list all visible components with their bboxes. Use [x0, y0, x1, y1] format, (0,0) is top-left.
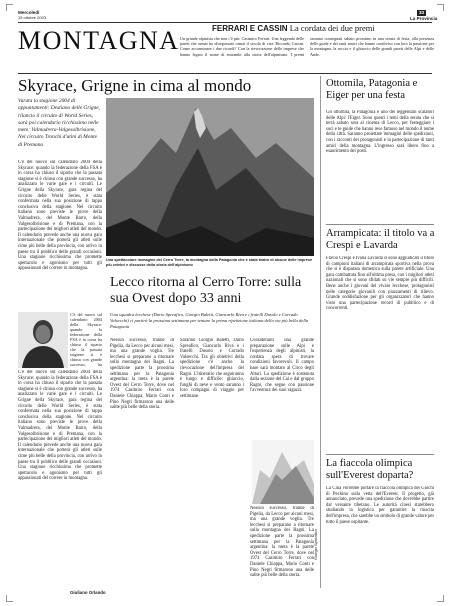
right-story-2-headline: Arrampicata: il titolo va a Crespi e Lavarda	[326, 228, 435, 251]
crop-mark-tr	[437, 4, 444, 11]
vertical-byline: Giorgio Spreafico	[313, 529, 318, 560]
right-story-3-headline: La fiaccola olimpica sull'Everest doparta?	[326, 458, 414, 481]
right-column-rule	[320, 76, 321, 588]
crop-mark-tl	[6, 4, 13, 11]
header-page-number: 33	[419, 10, 425, 15]
main-story-body: C'è del nuovo sul calendario 2004 della Skyrace: quando la federazione della FSA è in corsa ha chiuso il sipario che la passata stagione si è chiusa con grande successo, ha analizzato le varie gare e i circuiti. Le Grigne della Skyrace, gara regina del circuito delle World Series, è stata confermata nella sua posizione di tappa conclusiva della stagione. Nel circuito italiano sono previste le prove della Valmadrera, del Monte Barro, della Valgesolbrisione e di Premana, con la partecipazione dei migliori atleti del mondo. Il calendario prevede anche una nuova gara internazionale che porterà gli atleti sulle cime più belle della provincia, con arrivo in paese tra il pubblico delle grandi occasioni. Una stagione ricchissima che promette spettacolo e agonismo per tutti gli appassionati del correre in montagna.	[18, 160, 102, 272]
header-day: Mercoledì	[18, 10, 40, 15]
cerro-story-col3b: Nessun successo, tranne di Pigelia, da Lecco per alcuni mesi, ma una grande voglia. Tre lecchesi si preparano a ritornare sulla montagna dei Ragni. La spedizione parte la prossima settimana per la Patagonia argentina: la meta è la parete Ovest del Cerro Torre, dove nel 1974 Casimiro Ferrari con Daniele Chiappa, Mario Conti e Pino Negri firmarono una delle salite più belle della storia.	[250, 506, 314, 579]
main-story-headline: Skyrace, Grigne in cima al mondo	[18, 76, 252, 95]
portrait-photo	[18, 312, 68, 368]
cerro-story-col1: Nessun successo, tranne di Pigelia, da Lecco per alcuni mesi, ma una grande voglia. Tre lecchesi si preparano a ritornare sulla montagna dei Ragni. La spedizione parte la prossima settimana per la Patagonia argentina: la meta è la parete Ovest del Cerro Torre, dove nel 1974 Casimiro Ferrari con Daniele Chiappa, Mario Conti e Pino Negri firmarono una delle salite più belle della storia.	[110, 338, 174, 411]
mountain-photo-graphic	[106, 98, 314, 256]
top-story-headline	[212, 24, 434, 33]
main-story-deck: Varata la stagione 2004 di appuntamenti: Destiano delle Grigne, rilancio il circuito di World Series, sarà poi calendario ricchissimo nelle mete: Valmadrera-Valgesolbrisione, Nel circuito Tronchi d'utini di Monte di Premana	[18, 98, 101, 148]
cerro-story-headline: Lecco ritorna al Cerro Torre: sulla sua Ovest dopo 33 anni	[110, 275, 302, 306]
cerro-story-deck: Una squadra lecchese (Dario Spreafico, Giorgio Baletti, Giancarlo Riva e i fratelli Dusolo e Corrado Valsecchi) ci partirà la prossima settimana per tentare la prima ripetizione italiana della via più bella della Patagonia	[110, 312, 309, 329]
header-date: 15 ottobre 2003	[18, 15, 47, 20]
right-story-1-body: Gli ottomila, la Patagonia e uno dei leggendari scalatori delle Alpi: l'Eiger. Sono questi i temi della serata che si terrà sabato sera al cinema di Lecco, per festeggiare i soci e le guide che hanno reso famoso nel mondo il nome della città. Saranno proiettate immagini delle spedizioni, con i racconti dei protagonisti e la partecipazione di tanti amici della montagna. L'ingresso sarà libero fino a esaurimento dei posti.	[326, 110, 434, 155]
main-story-body-3: C'è del nuovo sul calendario 2004 della Skyrace: quando la federazione della FSA è in corsa ha chiuso il sipario che la passata stagione si è chiusa con grande successo, ha analizzato le varie gare e i circuiti. Le Grigne della Skyrace, gara regina del circuito delle World Series, è stata confermata nella sua posizione di tappa conclusiva della stagione. Nel circuito italiano sono previste le prove della Valmadrera, del Monte Barro, della Valgesolbrisione e di Premana, con la partecipazione dei migliori atleti del mondo. Il calendario prevede anche una nuova gara internazionale che porterà gli atleti sulle cime più belle della provincia, con arrivo in paese tra il pubblico delle grandi occasioni. Una stagione ricchissima che promette spettacolo e agonismo per tutti gli appassionati del correre in montagna.	[18, 370, 102, 482]
crop-mark-br	[437, 595, 444, 602]
right-story-2-body: Flavio Crespi e Ivana Lavarda si sono aggiudicati il titolo di campioni italiani di arrampicata sportiva nella prova che si è disputata domenica sulla parete artificiale. Una gara combattuta fino all'ultima presa, con i migliori atleti nazionali che si sono sfidati su vie sempre più difficili. Bene anche i giovani del vivaio lecchese, protagonisti nelle categorie giovanili con piazzamenti di rilievo. Grande soddisfazione per gli organizzatori che hanno visto una partecipazione record di pubblico e di concorrenti.	[326, 256, 434, 312]
lead-photo	[106, 98, 314, 256]
main-story-body-2: C'è del nuovo sul calendario 2004 della Skyrace: quando la federazione della FSA è in corsa ha chiuso il sipario che la passata stagione si è chiusa con grande successo, ha	[70, 312, 102, 367]
top-story-headline-right: La cordata dei due premi	[289, 23, 375, 33]
crop-mark-bl	[6, 595, 13, 602]
byline-left: Giuliano Orlando	[70, 590, 106, 595]
top-story-headline-left: FERRARI E CASSIN	[212, 24, 288, 33]
right-divider-1	[326, 224, 434, 225]
top-story-body: Un grande alpinista che non c'è più: Casimiro Ferrari. Una leggenda delle pareti che ormai ha oltrepassato ormai il secolo di vita: Riccardo Cassin. Come accomunare i due ricordi? Con la rievocazione delle imprese che hanno legato il nome di entrambi alla storia dell'alpinismo. I premi saranno consegnati sabato prossimo in una serata di festa, alla presenza delle guide e dei tanti amici che hanno condiviso con loro la passione per la montagna, la roccia e il ghiaccio delle grandi pareti delle Alpi e delle Ande.	[180, 36, 434, 57]
section-title: MONTAGNA	[18, 26, 180, 55]
section-rule	[18, 73, 432, 74]
lead-photo-caption: Una spettacolare immagine del Cerro Torre, la montagna della Patagonia che è stata teatro di alcune delle imprese più celebri e discusse della storia dell'alpinismo	[106, 258, 313, 267]
cerro-story-col2: Saranno Giorgio Baletti, Dario Spreafico, Giancarlo Riva e i fratelli Dusolo e Corrado Valsecchi. Tra gli obiettivi della spedizione c'è anche la rievocazione dell'impresa dei Ragni. L'itinerario che seguiranno è lungo e difficile: ghiaccio, funghi di neve e vento saranno i loro compagni di viaggio per settimane.	[180, 338, 244, 399]
right-divider-2	[326, 454, 434, 455]
cerro-story-col3: Consideranti una grande preparazione sulle Alpi e l'esperienza degli alpinisti, la cordata spera di trovare condizioni favorevoli. Il campo base sarà montato al Circo degli Altari. La spedizione è sostenuta dalla sezione del Cai e dal gruppo Ragni, che segue con passione l'avventura dei suoi ragazzi.	[250, 338, 314, 394]
header-publication: La Provincia	[410, 16, 438, 21]
climber-photo	[252, 440, 314, 504]
climber-photo-graphic	[252, 440, 314, 504]
right-story-1-headline: Ottomila, Patagonia e Eiger per una festa	[326, 78, 418, 101]
right-story-3-body: La Cina vorrebbe portare la fiaccola olimpica dei Giochi di Pechino sulla vetta dell'Everest. Il progetto, già annunciato, prevede una spedizione che dovrebbe partire dal versante tibetano. Le autorità cinesi starebbero studiando la logistica per garantire la riuscita dell'impresa, che sarebbe un simbolo di grande valore per tutto il paese ospitante.	[326, 486, 434, 525]
person-photo-graphic	[18, 312, 68, 368]
